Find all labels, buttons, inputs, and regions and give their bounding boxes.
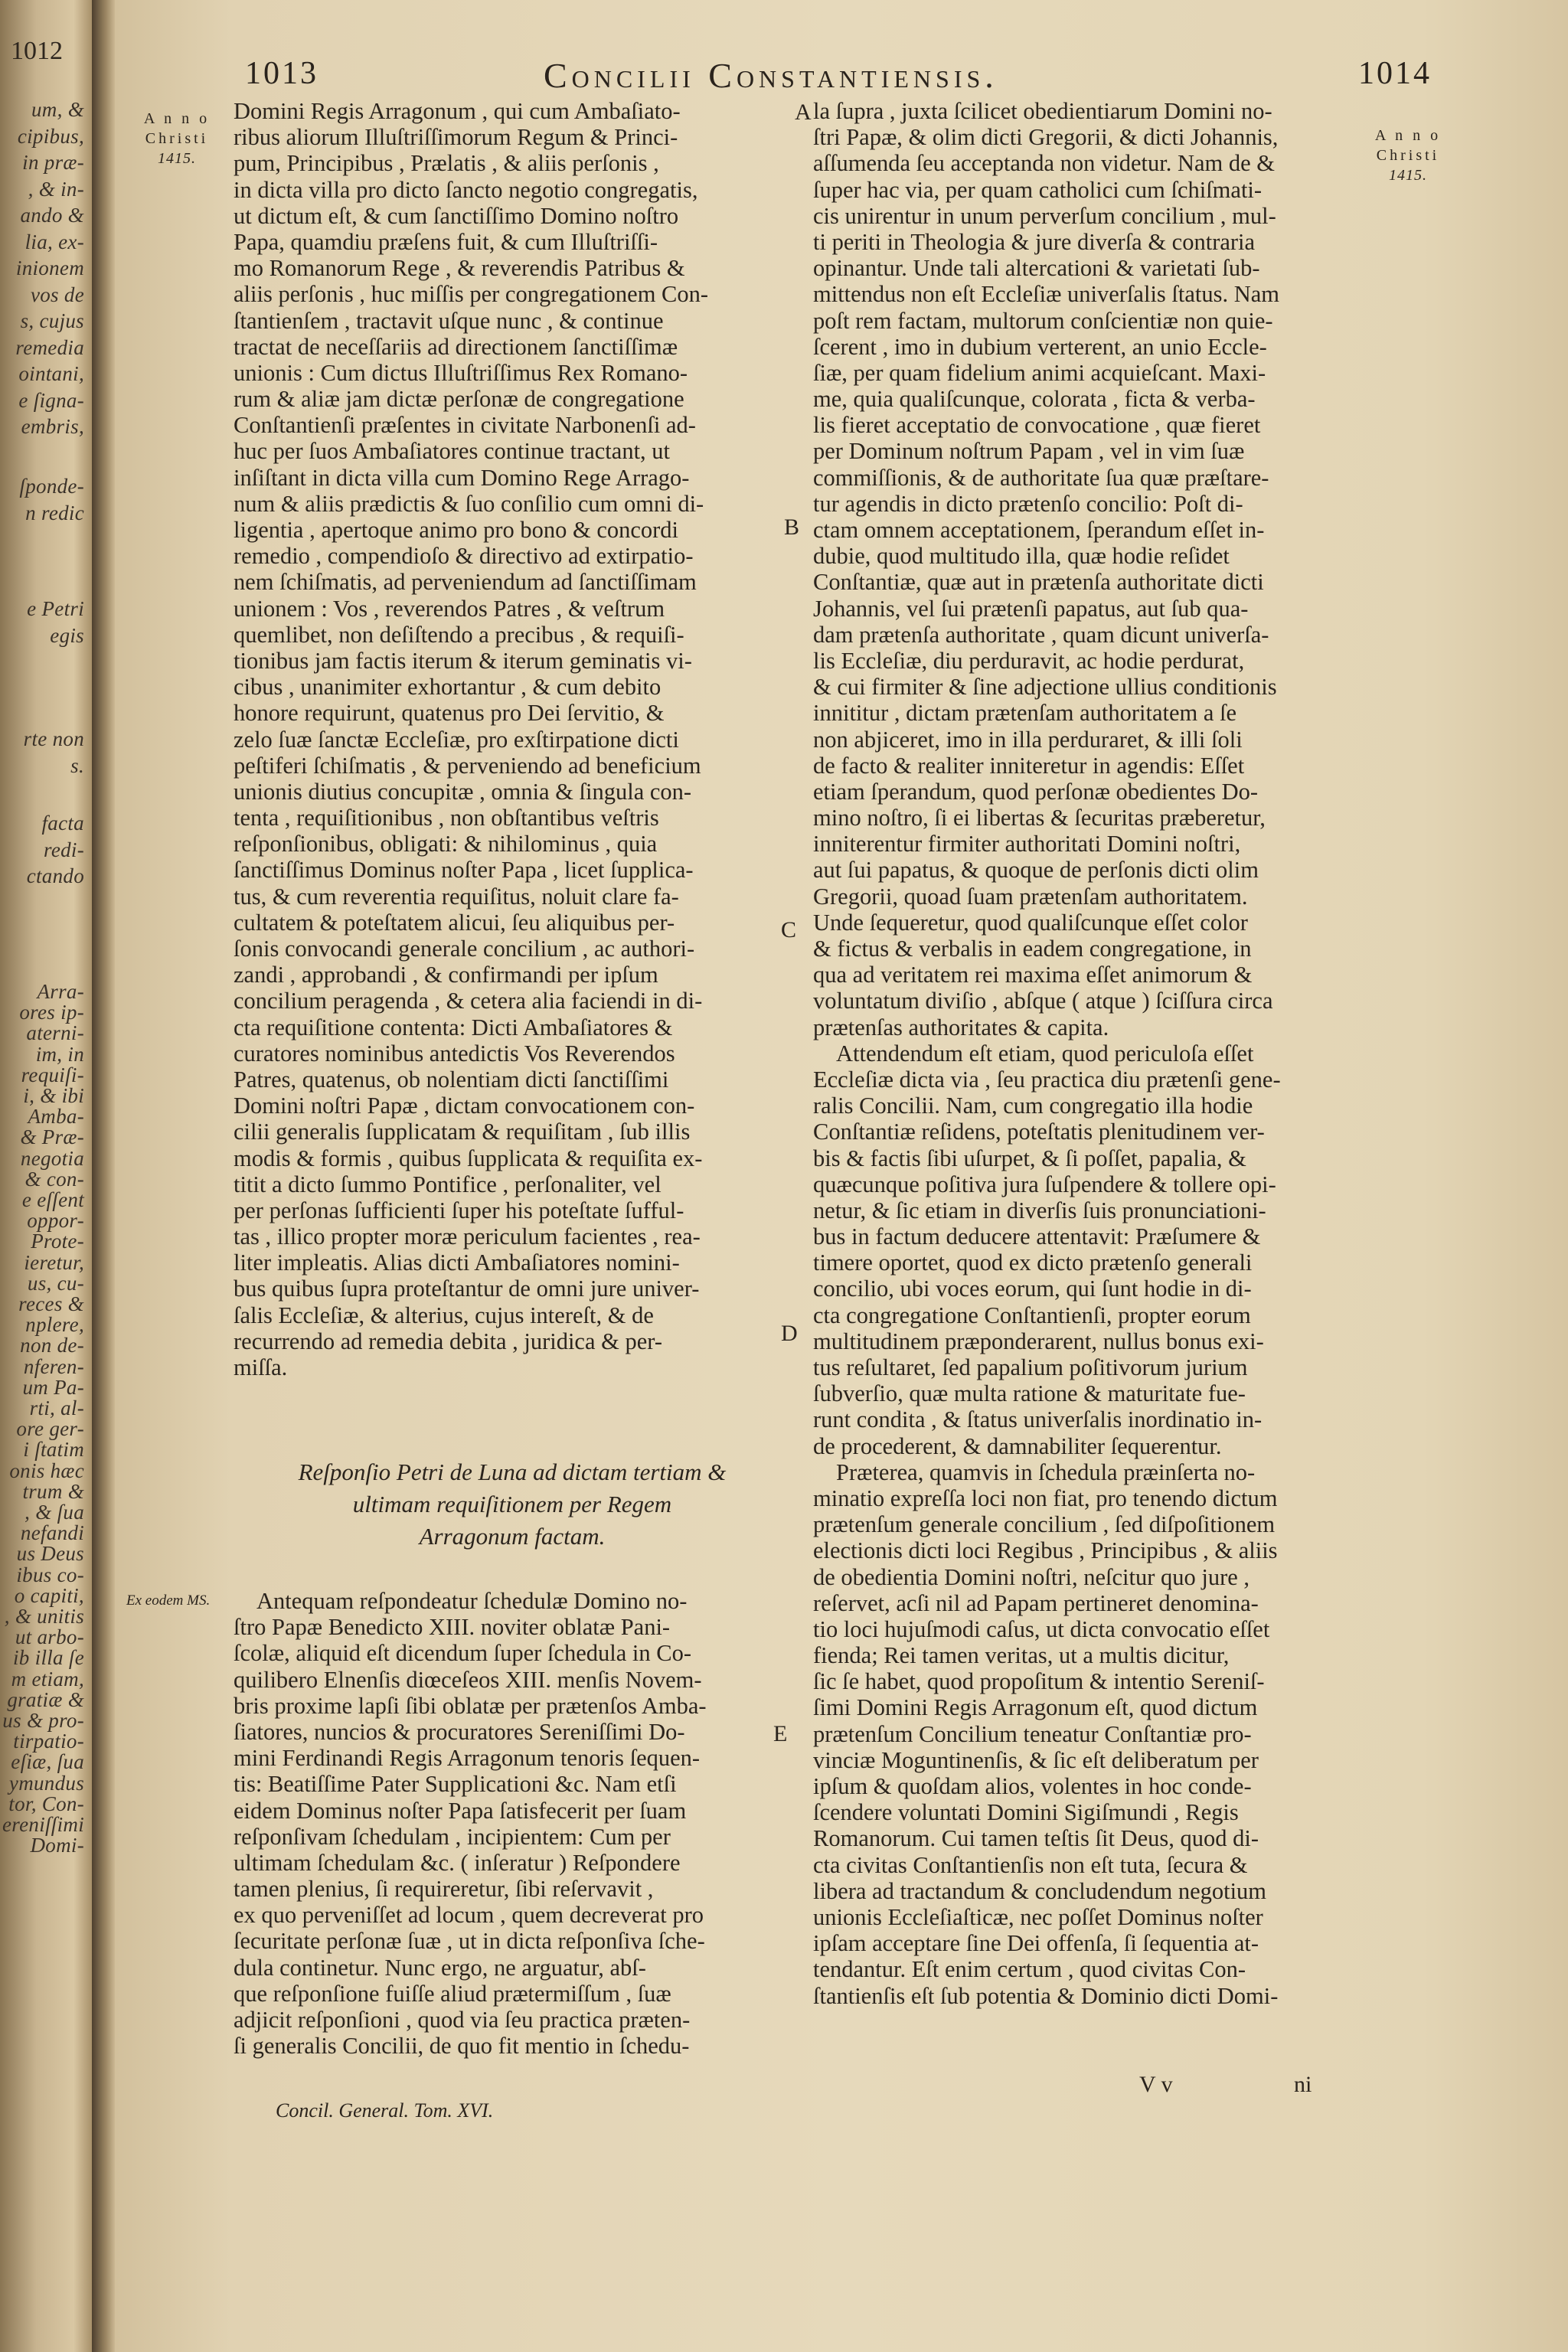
section-letter: C xyxy=(781,917,797,942)
running-title: Concilii Constantiensis. xyxy=(544,56,998,95)
text-line: que reſponſione fuiſſe aliud prætermiſſum , ſuæ xyxy=(234,1980,671,2007)
edge-fragment: ymundus xyxy=(8,1771,84,1795)
text-line: ut dictum eſt, & cum ſanctiſſimo Domino noſtro xyxy=(234,202,679,229)
margin-year-left xyxy=(127,109,227,168)
text-line: ſi generalis Concilii, de quo fit mentio in ſchedu- xyxy=(234,2033,690,2060)
edge-fragment: ereniſſimi xyxy=(2,1813,84,1836)
edge-fragment: gratiæ & xyxy=(7,1687,84,1711)
edge-fragment: um Pa- xyxy=(22,1375,84,1399)
text-line: minatio expreſſa loci non fiat, pro tenendo dictum xyxy=(813,1485,1278,1511)
text-line: aſſumenda ſeu acceptanda non videtur. Nam de & xyxy=(813,150,1276,177)
text-line: cibus , unanimiter exhortantur , & cum debito xyxy=(234,674,662,701)
text-line: tendantur. Eſt enim certum , quod civitas Con- xyxy=(813,1956,1246,1983)
margin-year-right xyxy=(1358,126,1458,185)
text-line: ipſam acceptare ſine Dei offenſa, ſi ſequentia at- xyxy=(813,1930,1259,1957)
text-line: Gregorii, quoad ſuam prætenſam authoritatem. xyxy=(813,883,1248,910)
text-line: reſponſionibus, obligati: & nihilominus , quia xyxy=(234,831,658,858)
anno-label: A n n o xyxy=(143,110,211,127)
edge-fragment: ando & xyxy=(20,204,84,227)
text-line: recurrendo ad remedia debita , juridica & per- xyxy=(234,1328,662,1354)
catchword: ni xyxy=(1294,2072,1312,2097)
text-line: aliis perſonis , huc miſſis per congregationem Con- xyxy=(234,281,709,308)
text-line: cta civitas Conſtantienſis non eſt tuta, ſecura & xyxy=(813,1851,1248,1878)
text-line: aut ſui papatus, & quoque de perſonis dicti olim xyxy=(813,857,1259,884)
text-line: quilibero Elnenſis diœceſeos XIII. menſis Novem- xyxy=(234,1666,702,1693)
edge-fragment: m etiam, xyxy=(11,1667,84,1690)
text-line: ralis Concilii. Nam, cum congregatio illa hodie xyxy=(813,1093,1253,1119)
edge-fragment: ſponde- xyxy=(19,475,84,498)
text-line: reſponſivam ſchedulam , incipientem: Cum per xyxy=(234,1823,671,1850)
text-line: tionibus jam factis iterum & iterum geminatis vi- xyxy=(234,647,692,674)
text-line: unionis diutius concupitæ , omnia & ſingula con- xyxy=(234,778,692,805)
text-line: cilii generalis ſupplicatam & requiſitam , ſub illis xyxy=(234,1119,691,1145)
text-line: ſanctiſſimus Dominus noſter Papa , licet ſupplica- xyxy=(234,857,694,884)
edge-fragment: inionem xyxy=(15,256,84,279)
text-line: quemlibet, non deſiſtendo a precibus , & requiſi- xyxy=(234,621,684,648)
text-line: ſtro Papæ Benedicto XIII. noviter oblatæ Pani- xyxy=(234,1614,671,1641)
edge-fragment: vos de xyxy=(30,283,84,306)
text-line: & fictus & verbalis in eadem congregatione, in xyxy=(813,936,1252,962)
edge-fragment: , & ſua xyxy=(24,1501,84,1524)
text-line: timere oportet, quod ex dicto prætenſo generali xyxy=(813,1250,1253,1276)
text-line: tamen plenius, ſi requireretur, ſibi reſervavit , xyxy=(234,1876,654,1903)
text-line: Attendendum eſt etiam, quod periculoſa eſſet xyxy=(836,1040,1254,1067)
edge-fragment: tirpatio- xyxy=(13,1730,84,1753)
section-letter: B xyxy=(784,514,800,540)
text-line: prætenſas authoritates & capita. xyxy=(813,1014,1109,1040)
page-number-left: 1013 xyxy=(245,56,318,91)
text-line: bus in factum deducere attentavit: Præſumere & xyxy=(813,1223,1261,1250)
left-column-text-top xyxy=(234,98,791,1380)
edge-fragment: aterni- xyxy=(26,1021,84,1045)
text-line: cta congregatione Conſtantienſi, propter eorum xyxy=(813,1302,1251,1328)
right-column xyxy=(813,98,1364,2009)
edge-fragment: non de- xyxy=(20,1334,84,1357)
edge-fragment: , & in- xyxy=(28,177,84,201)
text-line: bis & factis ſibi uſurpet, & ſi poſſet, papalia, & xyxy=(813,1145,1246,1171)
edge-fragment: rte non xyxy=(23,727,84,750)
text-line: ſiatores, nuncios & procuratores Sereniſſimi Do- xyxy=(234,1718,685,1745)
edge-fragment: s, cujus xyxy=(20,309,84,332)
left-column-text-bottom xyxy=(234,1588,791,2059)
text-line: per perſonas ſufficienti ſuper his poteſtate ſufful- xyxy=(234,1197,684,1223)
edge-fragment: im, in xyxy=(35,1042,84,1066)
edge-fragment: ibus co- xyxy=(16,1563,84,1586)
text-line: Romanorum. Cui tamen teſtis ſit Deus, quod di- xyxy=(813,1825,1259,1852)
edge-fragment: in præ- xyxy=(22,151,84,174)
text-line: dula continetur. Nunc ergo, ne arguatur, abſ- xyxy=(234,1954,646,1981)
edge-fragment: o capiti, xyxy=(14,1583,84,1607)
edge-fragment: e eſſent xyxy=(21,1188,84,1211)
text-line: ſtri Papæ, & olim dicti Gregorii, & dicti Johannis, xyxy=(813,124,1279,151)
text-line: runt condita , & ſtatus univerſalis inordinatio in- xyxy=(813,1406,1263,1433)
text-line: bris proxime lapſi ſibi oblatæ per prætenſos Amba- xyxy=(234,1692,707,1719)
text-line: prætenſum Concilium teneatur Conſtantiæ pro- xyxy=(813,1720,1252,1747)
text-line: lis fieret acceptatio de convocatione , quæ fieret xyxy=(813,412,1261,439)
text-line: fienda; Rei tamen veritas, ut a multis dicitur, xyxy=(813,1642,1230,1669)
text-line: unionis : Cum dictus Illuſtriſſimus Rex Romano- xyxy=(234,359,688,386)
text-line: Unde ſequeretur, quod qualiſcunque eſſet color xyxy=(813,909,1248,936)
text-line: liter impleatis. Alias dicti Ambaſiatores nomini- xyxy=(234,1250,680,1276)
edge-fragment: i, & ibi xyxy=(23,1084,84,1107)
text-line: tas , illico propter moræ periculum facientes , rea- xyxy=(234,1223,701,1250)
edge-fragment: & con- xyxy=(24,1167,84,1191)
text-line: Conſtantienſi præſentes in civitate Narbonenſi ad- xyxy=(234,412,696,439)
text-line: Eccleſiæ dicta via , ſeu practica diu prætenſi gene- xyxy=(813,1066,1281,1093)
edge-fragment: requiſi- xyxy=(21,1063,84,1086)
edge-fragment: e Petri xyxy=(27,597,84,620)
text-line: ex quo perveniſſet ad locum , quem decreverat pro xyxy=(234,1902,704,1929)
text-line: titit a dicto ſummo Pontifice , perſonaliter, vel xyxy=(234,1171,662,1197)
text-line: mittendus non eſt Eccleſiæ univerſalis ſtatus. Nam xyxy=(813,281,1280,308)
edge-fragment: us Deus xyxy=(16,1542,84,1566)
text-line: qua ad veritatem rei maxima eſſet animorum & xyxy=(813,962,1253,988)
edge-fragment: facta xyxy=(41,812,84,835)
book-gutter xyxy=(92,0,115,2352)
anno-label: A n n o xyxy=(1374,127,1442,144)
section-letter: A xyxy=(795,100,812,125)
edge-fragment: cipibus, xyxy=(17,124,84,148)
edge-fragment: ointani, xyxy=(18,362,84,385)
year-label: 1415. xyxy=(158,150,196,167)
text-line: mini Ferdinandi Regis Arragonum tenoris ſequen- xyxy=(234,1745,701,1772)
text-line: tur agendis in dicto prætenſo concilio: Poſt di- xyxy=(813,490,1243,517)
left-column xyxy=(234,98,791,1380)
text-line: eidem Dominus noſter Papa ſatisfecerit per ſuam xyxy=(234,1797,687,1824)
text-line: ti periti in Theologia & jure diverſa & contraria xyxy=(813,228,1256,255)
text-line: modis & formis , quibus ſupplicata & requiſita ex- xyxy=(234,1145,703,1171)
edge-fragment: nferen- xyxy=(23,1354,84,1378)
edge-fragment: rti, al- xyxy=(29,1396,84,1419)
text-line: lis Eccleſiæ, diu perduravit, ac hodie perdurat, xyxy=(813,647,1245,674)
edge-fragment: um, & xyxy=(31,98,84,121)
edge-fragment: lia, ex- xyxy=(24,230,84,253)
year-label: 1415. xyxy=(1389,167,1427,184)
text-line: prætenſum generale concilium , ſed diſpoſitionem xyxy=(813,1511,1276,1538)
section-letter: E xyxy=(773,1721,788,1746)
edge-fragment: redi- xyxy=(44,838,84,861)
christi-label: Christi xyxy=(145,130,209,147)
text-line: curatores nominibus antedictis Vos Reverendos xyxy=(234,1040,675,1067)
text-line: Patres, quatenus, ob nolentiam dicti ſanctiſſimi xyxy=(234,1066,669,1093)
text-line: zelo ſuæ ſanctæ Eccleſiæ, pro exſtirpatione dicti xyxy=(234,726,679,753)
edge-fragment: us, cu- xyxy=(27,1271,84,1295)
text-line: tus reſultaret, ſed papalium poſitivorum jurium xyxy=(813,1354,1248,1380)
text-line: Johannis, vel ſui prætenſi papatus, aut ſub qua- xyxy=(813,595,1249,622)
edge-fragment: Prote- xyxy=(31,1230,84,1253)
text-line: ſimi Domini Regis Arragonum eſt, quod dictum xyxy=(813,1694,1258,1721)
text-line: honore requirunt, quatenus pro Dei ſervitio, & xyxy=(234,700,665,727)
text-line: ipſum & quoſdam alios, volentes in hoc conde- xyxy=(813,1773,1252,1799)
text-line: Antequam reſpondeatur ſchedulæ Domino no- xyxy=(256,1588,688,1614)
text-line: innititur , dictam prætenſam authoritatem a ſe xyxy=(813,700,1237,727)
section-heading xyxy=(234,1456,791,1553)
section-heading-line: Reſponſio Petri de Luna ad dictam tertiam & xyxy=(298,1459,727,1485)
text-line: tio loci hujuſmodi caſus, ut dicta convocatio eſſet xyxy=(813,1615,1270,1642)
text-line: dam prætenſa authoritate , quam dicunt univerſa- xyxy=(813,621,1269,648)
text-line: pum, Principibus , Prælatis , & aliis perſonis , xyxy=(234,150,659,177)
edge-fragment: oppor- xyxy=(27,1209,84,1233)
section-letter: D xyxy=(781,1321,798,1346)
text-line: ſic ſe habet, quod propoſitum & intentio Sereniſ- xyxy=(813,1668,1265,1695)
text-line: Conſtantiæ, quæ aut in prætenſa authoritate dicti xyxy=(813,569,1264,596)
edge-fragment: ore ger- xyxy=(16,1417,84,1441)
edge-fragment: s. xyxy=(70,753,84,777)
text-line: & cui firmiter & ſine adjectione ullius conditionis xyxy=(813,674,1277,701)
text-line: la ſupra , juxta ſcilicet obedientiarum Domini no- xyxy=(813,98,1272,124)
text-line: opinantur. Unde tali altercationi & varietati ſub- xyxy=(813,255,1260,282)
edge-fragment: Arra- xyxy=(37,980,84,1003)
text-line: me, quia qualiſcunque, colorata , ficta & verba- xyxy=(813,386,1256,413)
text-line: mino noſtro, ſi ei libertas & ſecuritas præberetur, xyxy=(813,805,1266,831)
section-heading-line: ultimam requiſitionem per Regem xyxy=(352,1491,672,1517)
text-line: concilium peragenda , & cetera alia faciendi in di- xyxy=(234,988,703,1014)
text-line: cis unirentur in unum perverſum concilium , mul- xyxy=(813,202,1276,229)
text-line: huc per ſuos Ambaſiatores continue tractant, ut xyxy=(234,438,671,465)
text-line: ſcolæ, aliquid eſt dicendum ſuper ſchedula in Co- xyxy=(234,1640,691,1667)
text-line: ſubverſio, quæ multa ratione & maturitate fue- xyxy=(813,1380,1246,1407)
edge-fragment: onis hæc xyxy=(9,1459,84,1482)
text-line: in dicta villa pro dicto ſancto negotio congregatis, xyxy=(234,176,698,203)
text-line: peſtiferi ſchiſmatis , & perveniendo ad beneficium xyxy=(234,752,701,779)
text-line: rum & aliæ jam dictæ perſonæ de congregatione xyxy=(234,386,684,413)
text-line: multitudinem præponderarent, nullus bonus exi- xyxy=(813,1328,1264,1354)
text-line: quæcunque poſitiva jura ſuſpendere & tollere opi- xyxy=(813,1171,1276,1197)
text-line: ſcerent , imo in dubium verterent, an unio Eccle- xyxy=(813,333,1267,360)
text-line: Domini Regis Arragonum , qui cum Ambaſiato- xyxy=(234,98,681,124)
edge-fragment: negotia xyxy=(20,1146,84,1170)
text-line: adjicit reſponſioni , quod via ſeu practica præten- xyxy=(234,2007,691,2033)
page-number-right: 1014 xyxy=(1358,56,1432,91)
edge-fragment: nplere, xyxy=(25,1313,84,1337)
text-line: ribus aliorum Illuſtriſſimorum Regum & Princi- xyxy=(234,124,678,151)
text-line: ſecuritate perſonæ ſuæ , ut in dicta reſponſiva ſche- xyxy=(234,1928,705,1955)
text-line: num & aliis prædictis & ſuo conſilio cum omni di- xyxy=(234,490,704,517)
signature-mark: V v xyxy=(1139,2072,1173,2097)
text-line: ſuper hac via, per quam catholici cum ſchiſmati- xyxy=(813,176,1263,203)
text-line: tenta , requiſitionibus , non obſtantibus veſtris xyxy=(234,805,659,831)
text-line: inniterentur firmiter authoritati Domini noſtri, xyxy=(813,831,1241,858)
right-column-text xyxy=(813,98,1364,2009)
text-line: zandi , approbandi , & confirmandi per ipſum xyxy=(234,962,658,988)
text-line: Conſtantiæ reſidens, poteſtatis plenitudinem ver- xyxy=(813,1119,1265,1145)
text-line: voluntatum diviſio , abſque ( atque ) ſciſſura circa xyxy=(813,988,1273,1014)
text-line: Papa, quamdiu præſens fuit, & cum Illuſtriſſi- xyxy=(234,228,658,255)
text-line: remedio , compendioſo & directivo ad extirpatio- xyxy=(234,543,694,570)
edge-fragment: egis xyxy=(50,623,84,647)
edge-fragment: Amba- xyxy=(28,1105,84,1129)
text-line: per Dominum noſtrum Papam , vel in vim ſuæ xyxy=(813,438,1245,465)
edge-fragment: nefandi xyxy=(20,1521,84,1545)
text-line: electionis dicti loci Regibus , Principibus , & aliis xyxy=(813,1537,1278,1564)
text-line: ſonis convocandi generale concilium , ac authori- xyxy=(234,936,695,962)
text-line: de procederent, & damnabiliter ſequerentur. xyxy=(813,1432,1222,1459)
text-line: non abjiceret, imo in illa perduraret, & illi ſoli xyxy=(813,726,1243,753)
text-line: ſcendere voluntati Domini Sigiſmundi , Regis xyxy=(813,1799,1239,1826)
edge-fragment: e ſigna- xyxy=(18,388,84,412)
text-line: ſalis Eccleſiæ, & alterius, cujus intereſt, & de xyxy=(234,1302,654,1328)
text-line: ligentia , apertoque animo pro bono & concordi xyxy=(234,517,679,543)
text-line: ſtantienſem , tractavit uſque nunc , & continue xyxy=(234,307,664,334)
edge-fragment: i ſtatim xyxy=(23,1438,84,1462)
text-line: nem ſchiſmatis, ad perveniendum ad ſanctiſſimam xyxy=(234,569,697,596)
text-line: commiſſionis, & de authoritate ſua quæ præſtare- xyxy=(813,464,1269,491)
text-line: unionis Eccleſiaſticæ, nec poſſet Dominus noſter xyxy=(813,1903,1263,1930)
edge-fragment: us & pro- xyxy=(2,1709,84,1732)
edge-fragment: reces & xyxy=(18,1292,84,1315)
text-line: etiam ſperandum, quod perſonæ obedientes Do- xyxy=(813,778,1259,805)
edge-fragment: ut arbo- xyxy=(15,1625,84,1649)
text-line: miſſa. xyxy=(234,1354,288,1380)
edge-fragment: ib illa ſe xyxy=(13,1646,84,1670)
running-header xyxy=(115,55,1447,101)
text-line: tractat de neceſſariis ad directionem ſanctiſſimæ xyxy=(234,333,678,360)
edge-fragment: trum & xyxy=(22,1479,84,1503)
text-line: dubie, quod multitudo illa, quæ hodie reſidet xyxy=(813,543,1230,570)
text-line: inſiſtant in dicta villa cum Domino Rege Arrago- xyxy=(234,464,690,491)
source-margin-note: Ex eodem MS. xyxy=(126,1592,211,1609)
edge-fragment: n redic xyxy=(25,501,84,524)
text-line: ſtantienſis eſt ſub potentia & Dominio dicti Domi- xyxy=(813,1982,1279,2009)
previous-page-edge xyxy=(0,0,92,2352)
section-heading-line: Arragonum factam. xyxy=(419,1523,606,1550)
previous-page-number: 1012 xyxy=(11,37,63,65)
text-line: cta requiſitione contenta: Dicti Ambaſiatores & xyxy=(234,1014,673,1040)
text-line: Domini noſtri Papæ , dictam convocationem con- xyxy=(234,1093,695,1119)
left-column-bottom xyxy=(234,1588,791,2059)
footer-volume: Concil. General. Tom. XVI. xyxy=(276,2099,494,2122)
edge-fragment: ores ip- xyxy=(19,1001,84,1024)
text-line: bus quibus ſupra proteſtantur de omni jure univer- xyxy=(234,1276,700,1302)
text-line: netur, & ſic etiam in diverſis ſuis pronunciationi- xyxy=(813,1197,1266,1223)
christi-label: Christi xyxy=(1376,147,1440,164)
text-line: cultatem & poteſtatem alicui, ſeu aliquibus per- xyxy=(234,909,675,936)
edge-fragment: remedia xyxy=(15,335,84,359)
text-line: tus, & cum reverentia requiſitus, noluit clare fa- xyxy=(234,883,679,910)
text-line: de obedientia Domini noſtri, neſcitur quo jure , xyxy=(813,1563,1250,1590)
edge-fragment: ctando xyxy=(26,864,84,887)
text-line: mo Romanorum Rege , & reverendis Patribus & xyxy=(234,255,685,282)
text-line: ultimam ſchedulam &c. ( inſeratur ) Reſpondere xyxy=(234,1849,681,1876)
text-line: poſt rem factam, multorum conſcientiæ non quie- xyxy=(813,307,1273,334)
edge-fragment: tor, Con- xyxy=(8,1792,84,1815)
text-line: de facto & realiter inniteretur in agendis: Eſſet xyxy=(813,752,1245,779)
text-line: Præterea, quamvis in ſchedula præinſerta no- xyxy=(836,1459,1256,1485)
edge-fragment: & Præ- xyxy=(20,1125,84,1149)
text-line: ctam omnem acceptationem, ſperandum eſſet in- xyxy=(813,517,1265,543)
text-line: tis: Beatiſſime Pater Supplicationi &c. Nam etſi xyxy=(234,1771,677,1798)
text-line: reſervet, acſi nil ad Papam pertineret denomina- xyxy=(813,1589,1259,1616)
text-line: libera ad tractandum & concludendum negotium xyxy=(813,1877,1267,1904)
text-line: unionem : Vos , reverendos Patres , & veſtrum xyxy=(234,595,665,622)
edge-fragment: embris, xyxy=(21,415,84,438)
edge-fragment: eſiæ, ſua xyxy=(11,1750,84,1774)
text-line: vinciæ Moguntinenſis, & ſic eſt deliberatum per xyxy=(813,1746,1259,1773)
edge-fragment: , & unitis xyxy=(4,1605,84,1628)
text-line: concilio, ubi voces eorum, qui ſunt hodie in di- xyxy=(813,1276,1252,1302)
edge-fragment: ieretur, xyxy=(24,1250,84,1274)
text-line: ſiæ, per quam fidelium animi acquieſcant. Maxi- xyxy=(813,359,1266,386)
edge-fragment: Domi- xyxy=(30,1834,84,1857)
